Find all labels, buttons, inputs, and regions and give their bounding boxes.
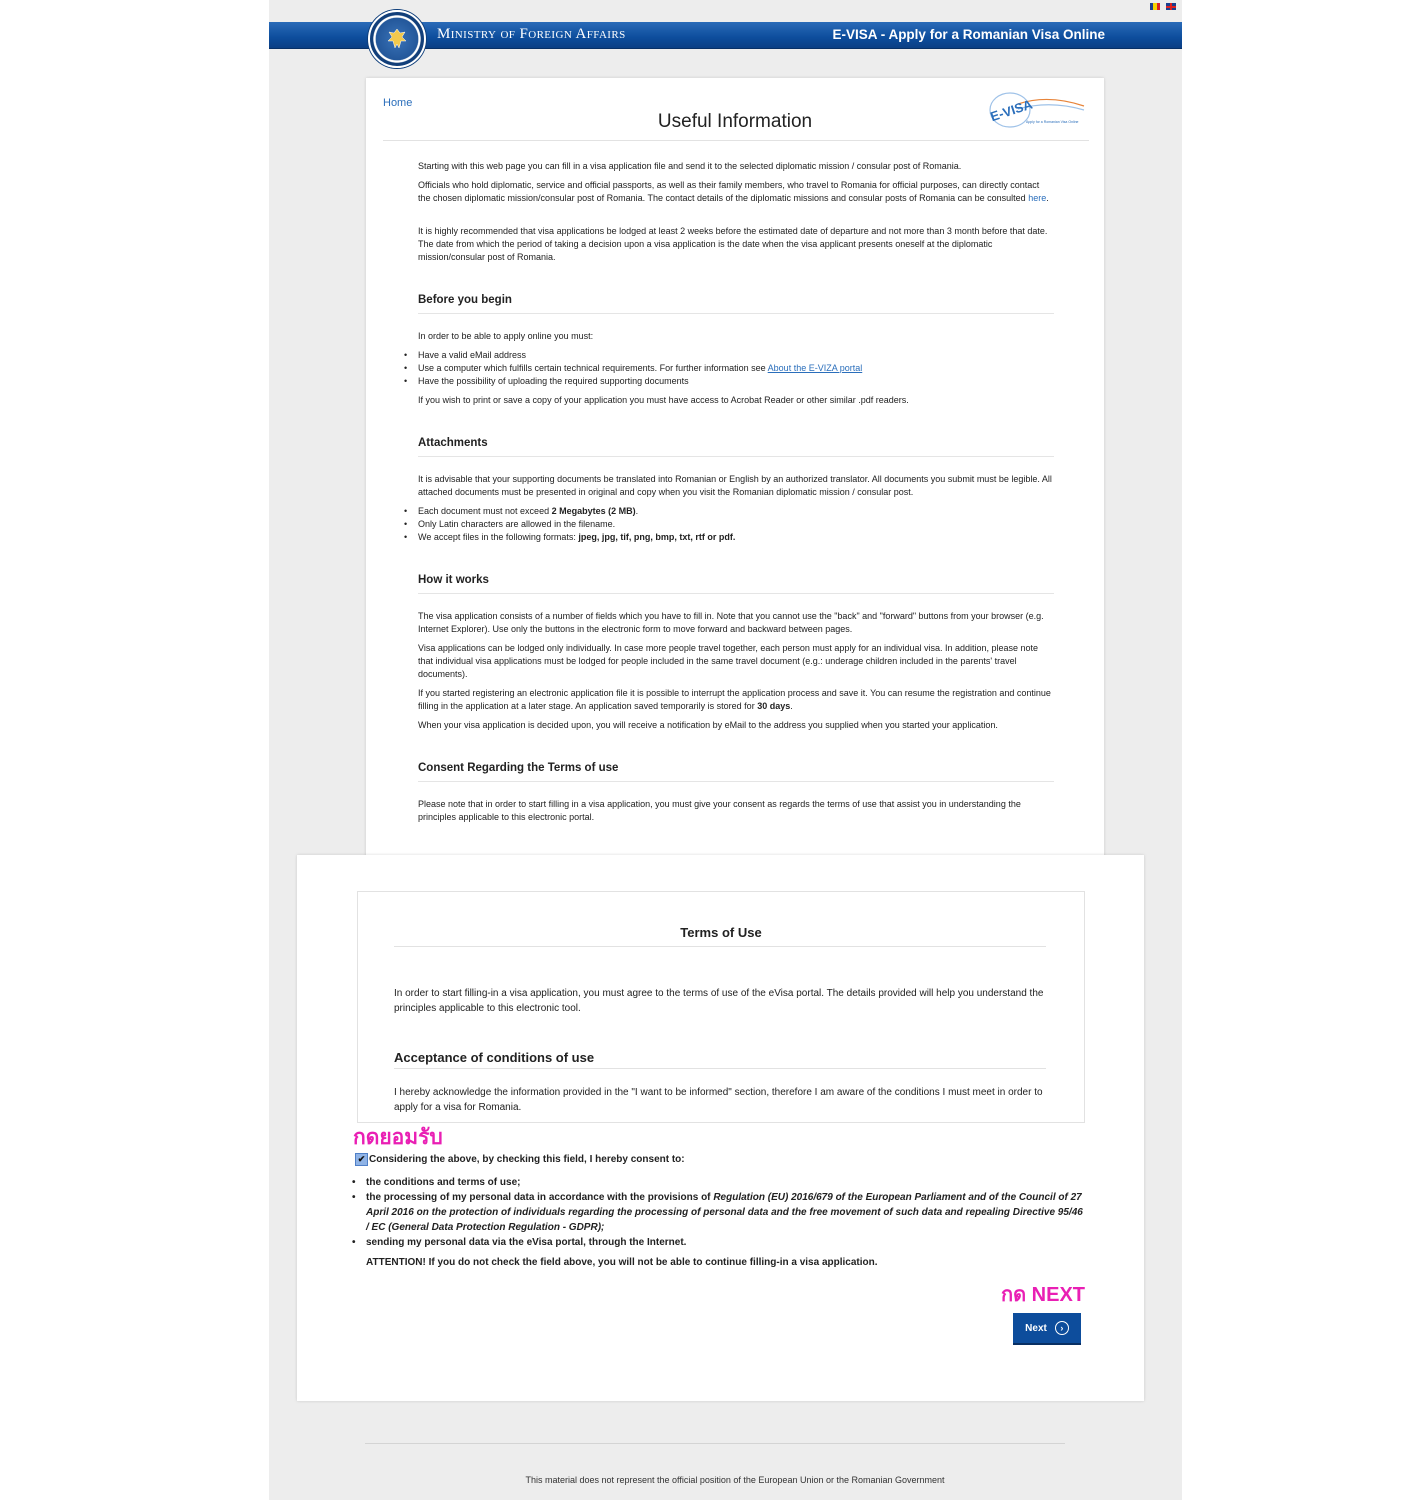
before-lead: In order to be able to apply online you must:: [418, 331, 594, 341]
next-button-label[interactable]: Next: [1025, 1322, 1047, 1334]
intro-paragraph-1: Starting with this web page you can fill in a visa application file and send it to the selected diplomatic mission / consular post of Romania.: [418, 161, 962, 171]
useful-information-card: [366, 78, 1104, 858]
home-link[interactable]: Home: [383, 97, 413, 109]
before-list: [418, 349, 1054, 388]
about-portal-link[interactable]: About the E-VIZA portal: [767, 363, 863, 373]
divider: [383, 140, 1089, 141]
consent-terms-heading: Consent Regarding the Terms of use: [418, 762, 1054, 782]
chevron-right-icon[interactable]: ›: [1055, 1321, 1069, 1335]
list-item: • Only Latin characters are allowed in the filename.: [418, 518, 1054, 531]
evisa-apply-title: E-VISA - Apply for a Romanian Visa Online: [832, 27, 1105, 42]
terms-card: [297, 855, 1144, 1401]
list-item: • Have a valid eMail address: [418, 349, 1054, 362]
intro-paragraph-2: Officials who hold diplomatic, service and official passports, as well as their family members, who travel to Romania for official purposes, can directly contact the chosen diplomatic mission/consular post of Romania. The contact details of the diplomatic missions and consular posts of Romania can be consulted here.: [418, 180, 1049, 203]
how-it-works-heading: How it works: [418, 574, 1054, 594]
attachments-list: [418, 505, 1054, 544]
acceptance-heading: Acceptance of conditions of use: [394, 1050, 595, 1065]
language-selector: [1150, 3, 1176, 10]
how-paragraph-2: Visa applications can be lodged only individually. In case more people travel together, each person must apply for an individual visa. In addition, please note that individual visa applications must be lodged for people included in the same travel document (e.g.: underage children included in the parents' travel documents).: [418, 643, 1039, 679]
consent-checkbox[interactable]: ✔: [355, 1153, 368, 1166]
ministry-title: Ministry of Foreign Affairs: [437, 26, 626, 42]
how-paragraph-1: The visa application consists of a number of fields which you have to fill in. Note that you cannot use the "back" and "forward" buttons from your browser (e.g. Internet Explorer). Use only the buttons in the electronic form to move forward and backward between pages.: [418, 611, 1044, 634]
info-content: [418, 160, 1054, 830]
evisa-logo-icon: [988, 90, 1088, 130]
divider: [394, 1068, 1046, 1069]
list-item: • We accept files in the following formats: jpeg, jpg, tif, png, bmp, txt, rtf or pdf.: [418, 531, 1054, 544]
terms-text: In order to start filling-in a visa application, you must agree to the terms of use of the eVisa portal. The details provided will help you understand the principles applicable to this electronic tool.: [394, 988, 1044, 1014]
before-you-begin-heading: Before you begin: [418, 294, 1054, 314]
footer-divider: [365, 1443, 1065, 1444]
how-paragraph-3: If you started registering an electronic application file it is possible to interrupt the application process and save it. You can resume the registration and continue filling in the application at a later stage. An application saved temporarily is stored for 30 days.: [418, 688, 1051, 711]
how-paragraph-4: When your visa application is decided upon, you will receive a notification by eMail to the address you supplied when you started your application.: [418, 720, 998, 730]
consent-checkbox-row[interactable]: [355, 1153, 685, 1166]
here-link[interactable]: here: [1028, 193, 1047, 203]
list-item: • the processing of my personal data in accordance with the provisions of Regulation (EU) 2016/679 of the European Parliament and of the Council of 27 April 2016 on the protection of individuals regarding the processing of personal data and the free movement of such data and repealing Directive 95/46 / EC (General Data Protection Regulation - GDPR);: [366, 1190, 1086, 1235]
next-button[interactable]: [1013, 1313, 1081, 1345]
list-item: • Each document must not exceed 2 Megabytes (2 MB).: [418, 505, 1054, 518]
consent-checkbox-label[interactable]: Considering the above, by checking this field, I hereby consent to:: [369, 1154, 685, 1165]
page-title: Useful Information: [657, 111, 813, 132]
list-item: • Have the possibility of uploading the required supporting documents: [418, 375, 1054, 388]
list-item: • Use a computer which fulfills certain technical requirements. For further information see About the E-VIZA portal: [418, 362, 1054, 375]
acceptance-text: I hereby acknowledge the information provided in the "I want to be informed" section, therefore I am aware of the conditions I must meet in order to apply for a visa for Romania.: [394, 1087, 1043, 1113]
list-item: • the conditions and terms of use;: [366, 1175, 1086, 1190]
terms-title: Terms of Use: [680, 925, 762, 940]
next-annotation: กด NEXT: [1001, 1284, 1085, 1306]
accept-annotation: กดยอมรับ: [353, 1126, 443, 1149]
terms-box: [357, 891, 1085, 1123]
logo-tagline: Apply for a Romanian Visa Online: [1026, 120, 1079, 124]
consent-terms-text: Please note that in order to start filling in a visa application, you must give your consent as regards the terms of use that assist you in understanding the principles applicable to this electronic portal.: [418, 799, 1021, 822]
attention-text: ATTENTION! If you do not check the field above, you will not be able to continue filling-in a visa application.: [366, 1257, 878, 1268]
divider: [394, 946, 1046, 947]
uk-flag-icon[interactable]: [1166, 3, 1176, 10]
list-item: • sending my personal data via the eVisa portal, through the Internet.: [366, 1235, 1086, 1250]
attachments-lead: It is advisable that your supporting documents be translated into Romanian or English by an authorized translator. All documents you submit must be legible. All attached documents must be presented in original and copy when you visit the Romanian diplomatic mission / consular post.: [418, 474, 1052, 497]
government-seal-icon: [368, 10, 426, 68]
consent-list: [366, 1175, 1086, 1250]
logo-text: E-VISA: [988, 96, 1035, 125]
footer-disclaimer: This material does not represent the official position of the European Union or the Romanian Government: [525, 1475, 945, 1485]
attachments-heading: Attachments: [418, 437, 1054, 457]
romanian-flag-icon[interactable]: [1150, 3, 1160, 10]
before-note: If you wish to print or save a copy of your application you must have access to Acrobat Reader or other similar .pdf readers.: [418, 395, 909, 405]
intro-paragraph-3: It is highly recommended that visa applications be lodged at least 2 weeks before the estimated date of departure and not more than 3 month before that date. The date from which the period of taking a decision upon a visa application is the date when the visa applicant presents oneself at the diplomatic mission/consular post of Romania.: [418, 226, 1048, 262]
